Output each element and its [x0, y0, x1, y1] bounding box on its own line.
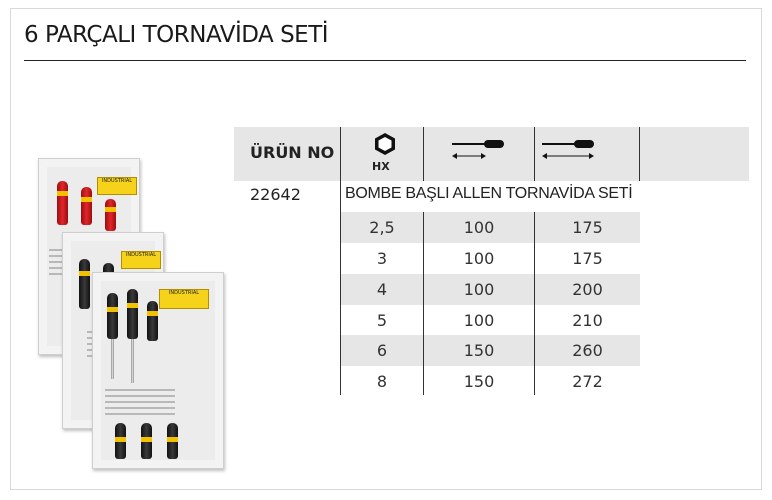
box-brand-label: INDUSTRIAL	[97, 177, 137, 195]
size-cell: 6	[376, 341, 388, 360]
screwdriver-handle	[57, 181, 68, 225]
size-cell: 5	[376, 311, 388, 330]
table-row	[341, 366, 640, 397]
blade-length-cell: 100	[463, 249, 495, 268]
column-divider	[534, 212, 535, 395]
table-row	[341, 274, 640, 305]
column-divider	[639, 127, 640, 181]
screwdriver-handle	[141, 423, 152, 459]
column-divider	[340, 127, 341, 395]
screwdriver-shaft	[131, 339, 134, 383]
box-brand-label: INDUSTRIAL	[159, 289, 209, 309]
column-divider	[423, 212, 424, 395]
table-row	[341, 243, 640, 274]
screwdriver-handle	[79, 259, 90, 309]
blade-length-cell: 150	[463, 341, 495, 360]
total-length-cell: 272	[572, 372, 603, 391]
blade-length-cell: 100	[463, 311, 495, 330]
total-length-cell: 175	[572, 249, 603, 268]
hex-icon	[373, 132, 397, 156]
blade-length-cell: 100	[463, 218, 495, 237]
screwdriver-handle	[147, 301, 158, 341]
size-cell: 4	[376, 280, 388, 299]
product-image	[30, 150, 225, 470]
product-description: BOMBE BAŞLI ALLEN TORNAVİDA SETİ	[345, 185, 633, 202]
hx-header-label: HX	[372, 160, 390, 173]
blade-length-icon	[452, 139, 506, 163]
title-divider	[24, 60, 746, 61]
total-length-cell: 175	[572, 218, 603, 237]
product-box-front	[92, 272, 224, 469]
product-no-header: ÜRÜN NO	[250, 143, 335, 162]
size-cell: 8	[376, 372, 388, 391]
total-length-icon	[542, 139, 596, 163]
table-row	[341, 335, 640, 366]
screwdriver-handle	[105, 199, 116, 231]
screwdriver-handle	[115, 423, 126, 459]
screwdriver-handle	[107, 293, 118, 339]
size-cell: 2,5	[369, 218, 395, 237]
total-length-cell: 200	[572, 280, 603, 299]
column-divider	[534, 127, 535, 181]
table-row	[341, 212, 640, 243]
page-title: 6 PARÇALI TORNAVİDA SETİ	[24, 22, 329, 48]
screwdriver-handle	[81, 187, 92, 225]
screwdriver-shaft	[111, 339, 114, 379]
blade-length-cell: 150	[463, 372, 495, 391]
size-cell: 3	[376, 249, 388, 268]
product-code: 22642	[250, 185, 301, 204]
column-divider	[423, 127, 424, 181]
box-brand-label: INDUSTRIAL	[121, 251, 161, 269]
total-length-cell: 260	[572, 341, 603, 360]
box-text-lines	[105, 389, 175, 419]
screwdriver-handle	[167, 423, 178, 459]
total-length-cell: 210	[572, 311, 603, 330]
screwdriver-handle	[127, 289, 138, 339]
blade-length-cell: 100	[463, 280, 495, 299]
table-row	[341, 305, 640, 336]
